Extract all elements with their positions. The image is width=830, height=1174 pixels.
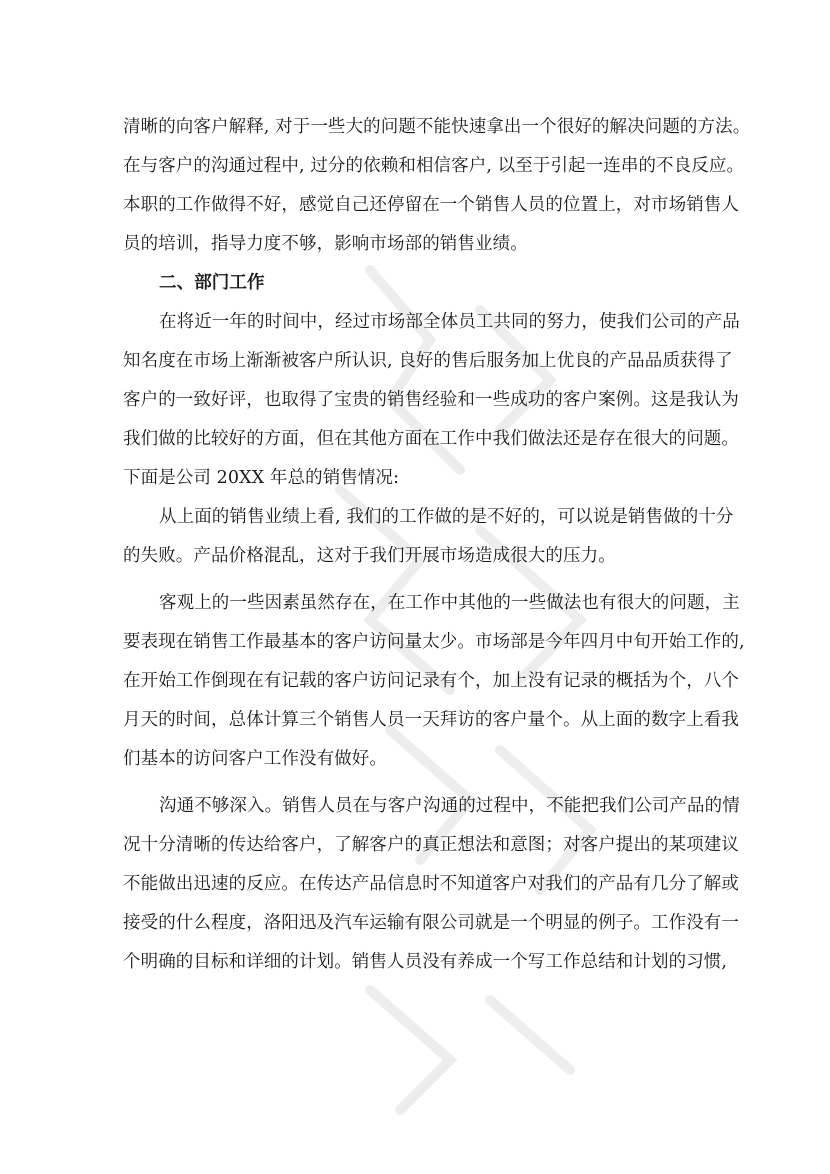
text-line: 下面是公司 20XX 年总的销售情况: (123, 468, 400, 488)
paragraph-p4 (123, 787, 740, 982)
text-line: 在与客户的沟通过程中, 过分的依赖和相信客户, 以至于引起一连串的不良反应。 (123, 156, 745, 176)
text-line: 从上面的销售业绩上看, 我们的工作做的是不好的，可以说是销售做的十分 (159, 507, 734, 527)
paragraph-p2 (123, 498, 734, 576)
text-line: 个明确的目标和详细的计划。销售人员没有养成一个写工作总结和计划的习惯, (123, 952, 728, 972)
text-line: 在将近一年的时间中，经过市场部全体员工共同的努力，使我们公司的产品 (159, 312, 740, 332)
text-line: 在开始工作倒现在有记载的客户访问记录有个，加上没有记录的概括为个，八个 (123, 671, 739, 691)
text-line: 的失败。产品价格混乱，这对于我们开展市场造成很大的压力。 (123, 546, 616, 566)
text-line: 况十分清晰的传达给客户，了解客户的真正想法和意图；对客户提出的某项建议 (123, 835, 739, 855)
text-line: 员的培训，指导力度不够，影响市场部的销售业绩。 (123, 234, 528, 254)
section-heading: 二、部门工作 (159, 273, 265, 293)
text-line: 们基本的访问客户工作没有做好。 (123, 749, 387, 769)
text-line: 接受的什么程度，洛阳迅及汽车运输有限公司就是一个明显的例子。工作没有一 (123, 913, 739, 933)
paragraph-p3 (123, 584, 745, 779)
text-line: 客户的一致好评，也取得了宝贵的销售经验和一些成功的客户案例。这是我认为 (123, 390, 739, 410)
text-line: 不能做出迅速的反应。在传达产品信息时不知道客户对我们的产品有几分了解或 (123, 874, 739, 894)
text-line: 本职的工作做得不好，感觉自己还停留在一个销售人员的位置上，对市场销售人 (123, 195, 739, 215)
document-body (123, 108, 751, 982)
text-line: 要表现在销售工作最基本的客户访问量太少。市场部是今年四月中旬开始工作的, (123, 632, 745, 652)
text-line: 我们做的比较好的方面，但在其他方面在工作中我们做法还是存在很大的问题。 (123, 429, 739, 449)
text-line: 客观上的一些因素虽然存在，在工作中其他的一些做法也有很大的问题，主 (159, 593, 740, 613)
paragraph-p1 (123, 303, 740, 498)
text-line: 月天的时间，总体计算三个销售人员一天拜访的客户量个。从上面的数字上看我 (123, 710, 739, 730)
paragraph-p0 (123, 108, 751, 264)
text-line: 清晰的向客户解释, 对于一些大的问题不能快速拿出一个很好的解决问题的方法。 (123, 117, 751, 137)
text-line: 沟通不够深入。销售人员在与客户沟通的过程中，不能把我们公司产品的情 (159, 796, 740, 816)
text-line: 知名度在市场上渐渐被客户所认识, 良好的售后服务加上优良的产品品质获得了 (123, 351, 733, 371)
